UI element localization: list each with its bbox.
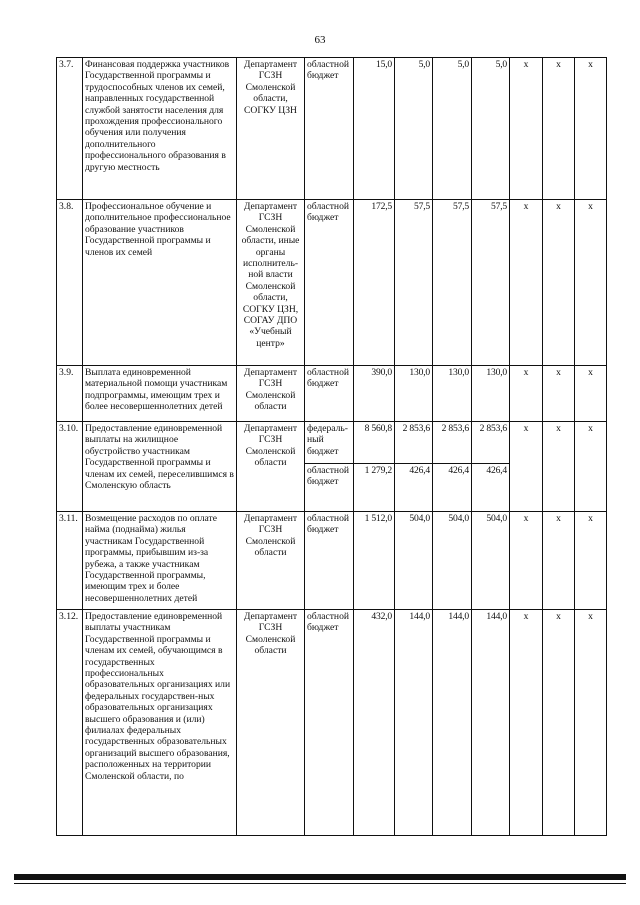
amount-total: 8 560,8 [354, 422, 395, 464]
amount-year-3: 2 853,6 [472, 422, 510, 464]
amount-year-2: 426,4 [433, 464, 472, 512]
amount-total: 1 279,2 [354, 464, 395, 512]
indicator-mark-1: х [510, 58, 543, 200]
indicator-mark-2: х [543, 200, 575, 366]
table-row [57, 200, 607, 366]
measure-name: Предоставление единовременной выплаты участникам Государственной программы и членам их семей, обучающимся в государственных профессиональных образовательных организациях или федеральных государствен-ных образовательных организациях высшего образования и (или) филиалах федеральных государственных образовательных организаций высшего образования, расположенных на территории Смоленской области, по [83, 610, 237, 836]
funding-source: областной бюджет [305, 366, 354, 422]
measure-number: 3.7. [57, 58, 83, 200]
table-row [57, 366, 607, 422]
measure-number: 3.11. [57, 512, 83, 610]
program-measures-table [56, 57, 607, 836]
measure-executor: Департамент ГСЗН Смоленской области, иные органы исполнитель-ной власти Смоленской области, СОГКУ ЦЗН, СОГАУ ДПО «Учебный центр» [237, 200, 305, 366]
indicator-mark-2: х [543, 610, 575, 836]
measure-executor: Департамент ГСЗН Смоленской области [237, 610, 305, 836]
funding-source: областной бюджет [305, 610, 354, 836]
funding-source: областной бюджет [305, 58, 354, 200]
amount-year-2: 144,0 [433, 610, 472, 836]
page-bottom-rule-thin [14, 883, 626, 884]
amount-year-1: 426,4 [395, 464, 433, 512]
indicator-mark-3: х [575, 200, 607, 366]
measure-number: 3.12. [57, 610, 83, 836]
amount-year-1: 144,0 [395, 610, 433, 836]
indicator-mark-2: х [543, 422, 575, 512]
amount-year-2: 57,5 [433, 200, 472, 366]
table-row [57, 422, 607, 464]
amount-year-2: 504,0 [433, 512, 472, 610]
indicator-mark-2: х [543, 366, 575, 422]
amount-year-1: 57,5 [395, 200, 433, 366]
amount-year-1: 5,0 [395, 58, 433, 200]
amount-total: 15,0 [354, 58, 395, 200]
measure-name: Выплата единовременной материальной помощи участникам подпрограммы, имеющим трех и более несовершеннолетних детей [83, 366, 237, 422]
amount-year-3: 5,0 [472, 58, 510, 200]
page-bottom-rule [14, 874, 626, 880]
amount-year-3: 504,0 [472, 512, 510, 610]
amount-year-1: 504,0 [395, 512, 433, 610]
indicator-mark-2: х [543, 58, 575, 200]
funding-source: областной бюджет [305, 464, 354, 512]
measure-executor: Департамент ГСЗН Смоленской области [237, 366, 305, 422]
indicator-mark-1: х [510, 200, 543, 366]
indicator-mark-1: х [510, 366, 543, 422]
amount-year-2: 130,0 [433, 366, 472, 422]
table-row [57, 610, 607, 836]
table-body [57, 58, 607, 836]
indicator-mark-3: х [575, 366, 607, 422]
indicator-mark-3: х [575, 512, 607, 610]
indicator-mark-2: х [543, 512, 575, 610]
amount-year-3: 57,5 [472, 200, 510, 366]
amount-total: 1 512,0 [354, 512, 395, 610]
amount-year-3: 144,0 [472, 610, 510, 836]
funding-source: федераль-ный бюджет [305, 422, 354, 464]
measure-number: 3.8. [57, 200, 83, 366]
amount-total: 432,0 [354, 610, 395, 836]
amount-year-2: 2 853,6 [433, 422, 472, 464]
amount-year-1: 2 853,6 [395, 422, 433, 464]
measure-executor: Департамент ГСЗН Смоленской области, СОГКУ ЦЗН [237, 58, 305, 200]
amount-year-1: 130,0 [395, 366, 433, 422]
funding-source: областной бюджет [305, 200, 354, 366]
measure-number: 3.10. [57, 422, 83, 512]
indicator-mark-3: х [575, 58, 607, 200]
measure-name: Профессиональное обучение и дополнительное профессиональное образование участников Государственной программы и членов их семей [83, 200, 237, 366]
amount-year-3: 130,0 [472, 366, 510, 422]
table-row [57, 512, 607, 610]
amount-year-2: 5,0 [433, 58, 472, 200]
indicator-mark-3: х [575, 422, 607, 512]
measure-name: Финансовая поддержка участников Государственной программы и трудоспособных членов их семей, направленных государственной службой занятости населения для прохождения профессионального обучения или получения дополнительного профессионального образования в другую местность [83, 58, 237, 200]
indicator-mark-1: х [510, 422, 543, 512]
measure-executor: Департамент ГСЗН Смоленской области [237, 512, 305, 610]
measure-name: Возмещение расходов по оплате найма (поднайма) жилья участникам Государственной программы, прибывшим из-за рубежа, а также участникам Государственной программы, имеющим трех и более несовершеннолетних детей [83, 512, 237, 610]
page-number: 63 [314, 34, 326, 46]
measure-executor: Департамент ГСЗН Смоленской области [237, 422, 305, 512]
table-row [57, 58, 607, 200]
measure-name: Предоставление единовременной выплаты на жилищное обустройство участникам Государственной программы и членам их семей, переселившимся в Смоленскую область [83, 422, 237, 512]
indicator-mark-3: х [575, 610, 607, 836]
funding-source: областной бюджет [305, 512, 354, 610]
amount-total: 172,5 [354, 200, 395, 366]
amount-total: 390,0 [354, 366, 395, 422]
amount-year-3: 426,4 [472, 464, 510, 512]
indicator-mark-1: х [510, 512, 543, 610]
measure-number: 3.9. [57, 366, 83, 422]
indicator-mark-1: х [510, 610, 543, 836]
